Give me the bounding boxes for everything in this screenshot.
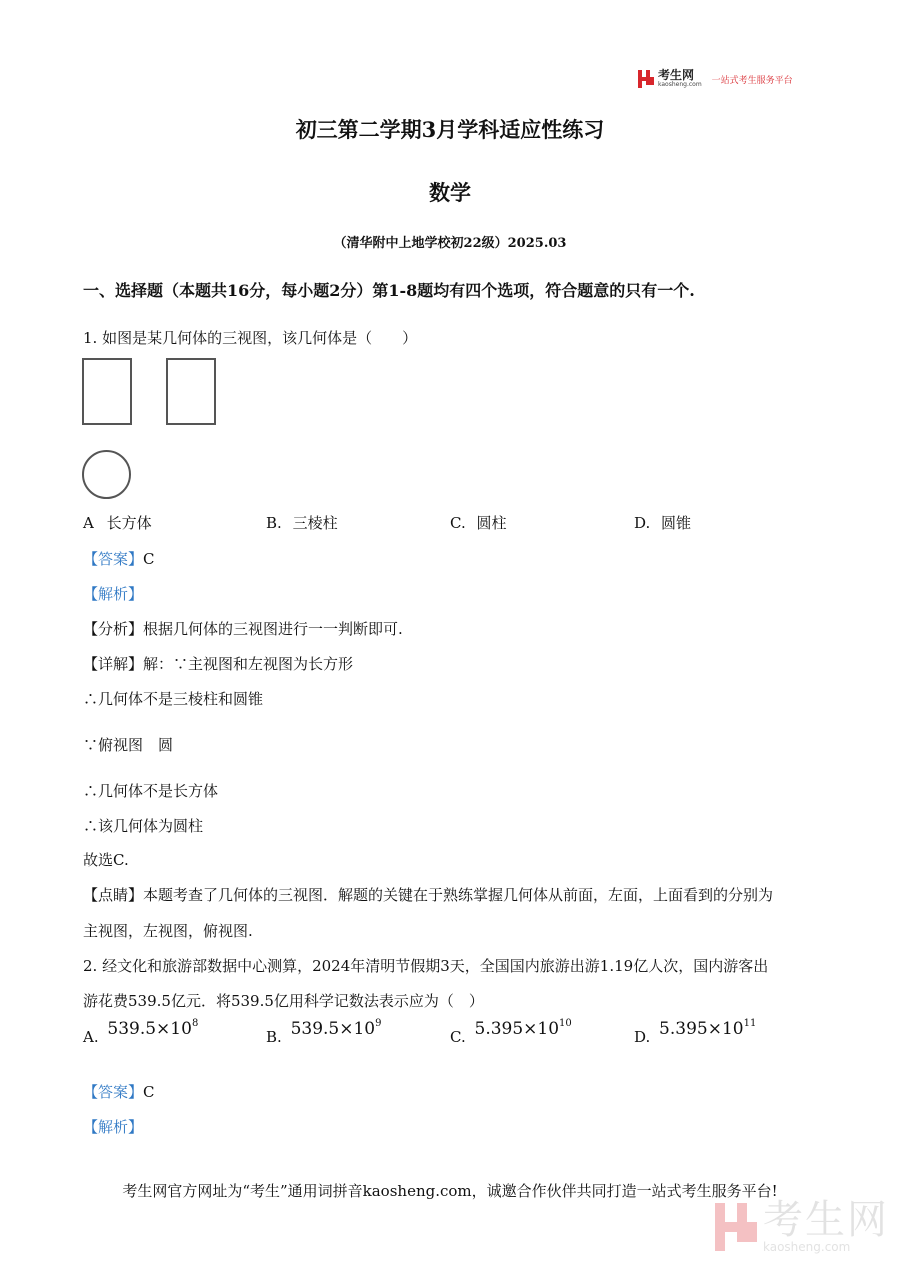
logo-text: [658, 70, 702, 88]
q1-xiangjie: [83, 653, 353, 674]
option-label: A.: [83, 1028, 99, 1046]
q1-fenxi: [83, 618, 403, 639]
option-text: 圆柱: [476, 514, 507, 532]
logo-name: 考生网: [658, 68, 695, 82]
watermark-text: [763, 1197, 889, 1254]
option-label: C.: [450, 1028, 466, 1046]
q1-option-d: [634, 512, 691, 533]
q2-stem-line1: 2. 经文化和旅游部数据中心测算，2024年清明节假期3天，全国国内旅游出游1.19亿人次，国内游客出: [83, 957, 769, 975]
kaosheng-logo-icon: [638, 70, 654, 88]
q1-step3: ∴几何体不是长方体: [83, 782, 219, 800]
q2-analysis-tag: 【解析】: [83, 1118, 144, 1136]
front-view-rectangle: [82, 358, 132, 425]
q1-answer: [83, 548, 155, 569]
option-text: 圆锥: [661, 514, 692, 532]
answer-value: C: [143, 1083, 155, 1101]
q2-stem-line2: 游花费539.5亿元．将539.5亿用科学记数法表示应为（ ）: [83, 992, 484, 1010]
q2-option-d: [634, 1018, 757, 1047]
q1-option-c: [450, 512, 507, 533]
page-title: 初三第二学期3月学科适应性练习: [295, 117, 605, 142]
option-label: A: [83, 514, 94, 532]
fenxi-text: 根据几何体的三视图进行一一判断即可.: [143, 620, 403, 638]
xiangjie-text: 解：∵主视图和左视图为长方形: [143, 655, 354, 673]
q1-option-a: [83, 512, 152, 533]
answer-value: C: [143, 550, 155, 568]
fenxi-tag: 【分析】: [83, 620, 144, 638]
watermark-name: 考生网: [763, 1197, 889, 1243]
footer-text: 考生网官方网址为“考生”通用词拼音kaosheng.com，诚邀合作伙伴共同打造一站式考生服务平台!: [122, 1182, 778, 1200]
q1-step2: ∵俯视图 圆: [83, 736, 174, 754]
option-label: D.: [634, 1028, 651, 1046]
option-text: 长方体: [106, 514, 152, 532]
q2-option-c: [450, 1018, 572, 1047]
option-text: 三棱柱: [292, 514, 338, 532]
q1-step4: ∴该几何体为圆柱: [83, 817, 204, 835]
school-line: （清华附中上地学校初22级）2025.03: [333, 236, 567, 251]
q2-answer: [83, 1081, 155, 1102]
q1-option-b: [266, 512, 338, 533]
q1-analysis-tag: 【解析】: [83, 585, 144, 603]
option-exponent: 8: [191, 1018, 199, 1029]
subject-title: 数学: [429, 180, 471, 205]
option-label: D.: [634, 514, 651, 532]
q1-step1: ∴几何体不是三棱柱和圆锥: [83, 690, 264, 708]
logo-slogan: 一站式考生服务平台: [711, 75, 793, 86]
option-label: C.: [450, 514, 466, 532]
option-base: 5.395×10: [659, 1019, 744, 1039]
q1-dianjing: [83, 884, 773, 905]
xiangjie-tag: 【详解】: [83, 655, 144, 673]
option-exponent: 11: [743, 1018, 757, 1029]
watermark-logo: [715, 1197, 889, 1254]
dianjing-tag: 【点睛】: [83, 886, 144, 904]
q1-dianjing-line2: 主视图，左视图，俯视图.: [83, 922, 253, 940]
option-exponent: 10: [559, 1018, 572, 1029]
dianjing-text: 本题考查了几何体的三视图．解题的关键在于熟练掌握几何体从前面，左面，上面看到的分别为: [143, 886, 774, 904]
answer-tag: 【答案】: [83, 550, 144, 568]
section-heading: 一、选择题（本题共16分，每小题2分）第1-8题均有四个选项，符合题意的只有一个.: [83, 281, 695, 300]
option-label: B.: [266, 1028, 282, 1046]
header-logo: [638, 70, 793, 88]
option-base: 539.5×10: [290, 1019, 376, 1039]
q1-step5: 故选C.: [83, 851, 129, 869]
q2-option-b: [266, 1018, 382, 1047]
side-view-rectangle: [166, 358, 216, 425]
option-base: 5.395×10: [474, 1019, 560, 1039]
q2-option-a: [83, 1018, 199, 1047]
q1-stem: 1. 如图是某几何体的三视图，该几何体是（ ）: [83, 329, 418, 347]
watermark-logo-icon: [715, 1203, 757, 1251]
watermark-domain: kaosheng.com: [763, 1240, 851, 1254]
option-exponent: 9: [375, 1018, 382, 1029]
answer-tag: 【答案】: [83, 1083, 144, 1101]
option-label: B.: [266, 514, 282, 532]
top-view-circle: [82, 450, 131, 499]
logo-domain: kaosheng.com: [658, 81, 702, 88]
option-base: 539.5×10: [107, 1019, 192, 1039]
